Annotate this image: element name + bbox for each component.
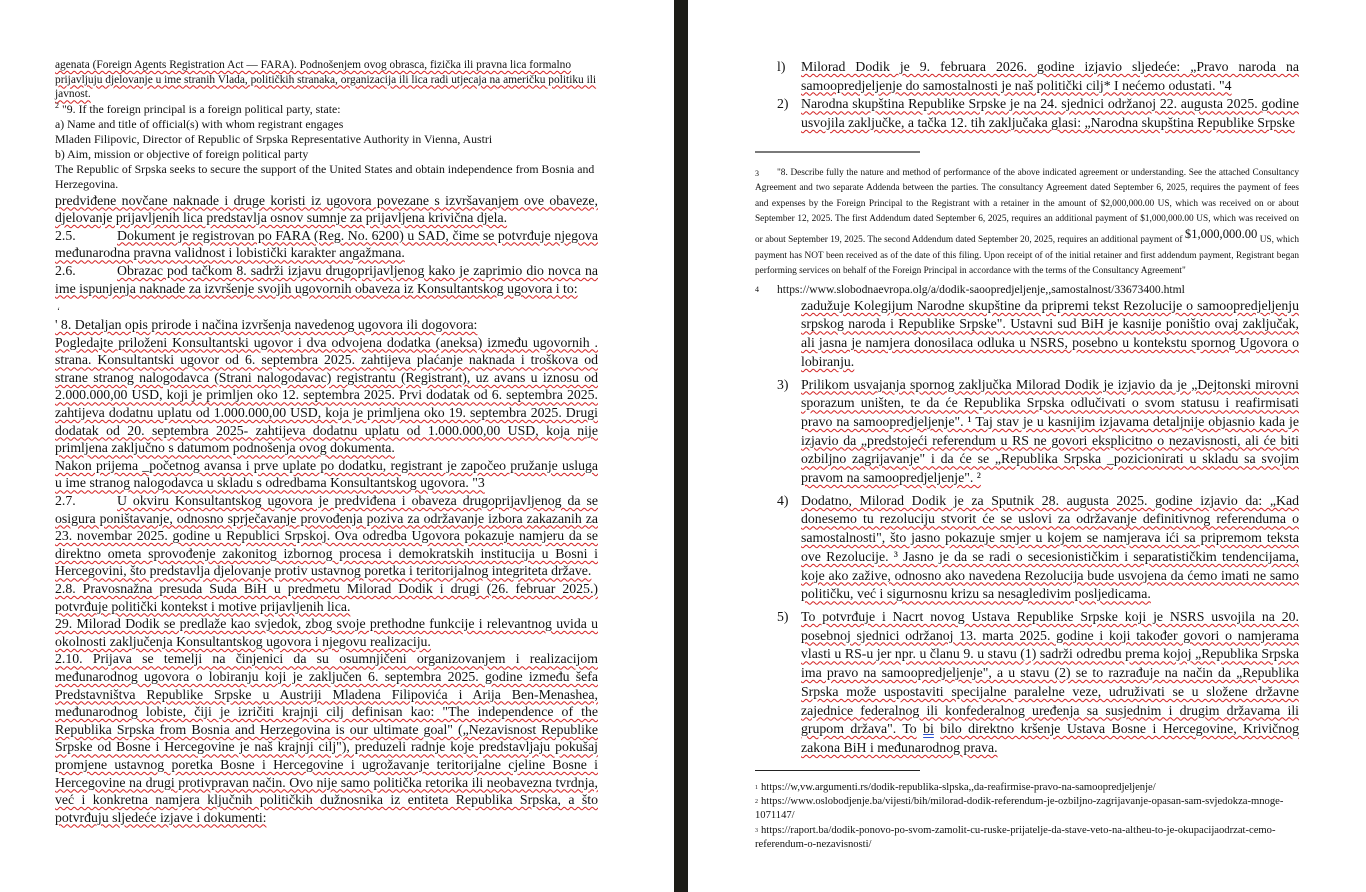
footnote-2-line: b) Aim, mission or objective of foreign political party bbox=[55, 146, 309, 161]
list-number: 3) bbox=[777, 376, 789, 392]
footnote bbox=[755, 824, 1299, 853]
grammar-flag-word: bi bbox=[923, 721, 934, 737]
quote-mark: ‘ bbox=[57, 306, 60, 317]
paragraph-2-10: 2.10. Prijava se temelji na činjenici da su osumnjičeni organizovanjem i realizacijom međunarodnog ugovora o lobiranju koji je zaključen 6. septembra 2025. godine između šefa Predstavništva Republike Srpske u Austriji Mladena Filipovića i Arija Ben-Menashea, međunarodnog lobiste, čiji je izričiti krajnji cilj definisan kao: "The independence of the Republika Srpska from Bosnia and Herzegovina is our ultimate goal" („Nezavisnost Republike Srpske od Bosne i Hercegovine je naš krajnji cilj"), preduzeli radnje koje predstavljaju pokušaj promjene ustavnog poretka Bosne i Hercegovine i ugrožavanje teritorijalne cjeline Bosne i Hercegovine na drugi protivpravan način. Ovo nije samo politička retorika ili neobavezna tvrdnja, već i konkretna namjera ključnih političkih dužnosnika iz entiteta Republika Srpska, a što potvrđuju sljedeće izjave i dokumenti: bbox=[55, 651, 598, 825]
list-item bbox=[755, 58, 1299, 95]
paragraph-2-7 bbox=[55, 492, 598, 580]
footnote-url[interactable]: https://raport.ba/dodik-ponovo-po-svom-zamolit-cu-ruske-prijatelje-da-stave-veto-na-altheu-to-je-okupacijaodrzat-cemo-referendum-o-nezavisnosti/ bbox=[755, 824, 1276, 851]
footnote-marker: 3 bbox=[755, 168, 759, 178]
footnote-url[interactable]: https://w,vw.argumenti.rs/dodik-republika-slpska,,da-reafirmise-pravo-na-samoopredjeljenje/ bbox=[761, 781, 1156, 793]
list-number: l) bbox=[777, 59, 786, 74]
footnote-2-line: The Republic of Srpska seeks to secure the support of the United States and obtain independence from Bosnia and Herzegovina. bbox=[55, 161, 595, 191]
list-text: Milorad Dodik je 9. februara 2026. godine izjavio sljedeće: „Pravo naroda na samoopredjeljenje do samostalnosti je naš politički cilj* I nećemo odustati. "4 bbox=[801, 59, 1299, 93]
list-item bbox=[755, 608, 1299, 758]
footnote-2-line: "9. If the foreign principal is a foreign political party, state: bbox=[61, 102, 341, 117]
statement-list-top bbox=[755, 58, 1299, 133]
footnotes-bottom bbox=[755, 781, 1299, 853]
footnote bbox=[755, 781, 1299, 795]
list-number: 4) bbox=[777, 492, 789, 508]
footnote-1-continuation: agenata (Foreign Agents Registration Act — FARA). Podnošenjem ovog obrasca, fizička ili pravna lica formalno prijavljuju djelovanje u ime stranih Vlada, političkih stranaka, organizacija ili lica radi utjecaja na američku politiku ili javnost. bbox=[55, 59, 597, 101]
footnote-2-marker: 2 bbox=[55, 101, 59, 111]
footnote-3-amount: $1,000,000.00 bbox=[1184, 227, 1258, 242]
paragraph-number: 2.7. bbox=[55, 493, 76, 509]
list-item bbox=[755, 376, 1299, 488]
list-number: 5) bbox=[777, 609, 789, 624]
footnote bbox=[755, 795, 1299, 824]
paragraph-text: Obrazac pod tačkom 8. sadrži izjavu drugoprijavljenog kako je zaprimio dio novca na ime ispunjenja naknade za izvršenje svojih ugovornih obaveza iz Konsultantskog ugovora i to: bbox=[55, 262, 598, 296]
footnote-url[interactable]: https://www.oslobodjenje.ba/vijesti/bih/milorad-dodik-referendum-je-ozbiljno-zagrijavanje-opasan-sam-svjedokza-mnoge-1071147/ bbox=[755, 796, 1284, 822]
footnote-marker: 1 bbox=[755, 784, 758, 791]
statement-list-bottom bbox=[755, 376, 1299, 758]
paragraph-2-9: 29. Milorad Dodik se predlaže kao svjedok, zbog svoje prethodne funkcije i relevantnog uvida u okolnosti zaključenja Konsultantskog ugovora i njegovu realizaciju. bbox=[55, 616, 598, 649]
right-page bbox=[688, 0, 1366, 892]
paragraph-2-5 bbox=[55, 227, 598, 262]
left-page bbox=[0, 0, 674, 892]
list-text: Narodna skupština Republike Srpske je na 24. sjednici održanoj 22. augusta 2025. godine usvojila zaključke, a tačka 12. tih zaključaka glasi: „Narodna skupština Republike Srpske bbox=[801, 96, 1299, 131]
list-text: bilo direktno kršenje Ustava Bosne i Hercegovine, Krivičnog zakona BiH i međunarodnog prava. bbox=[801, 721, 1300, 755]
left-page-content bbox=[55, 58, 598, 826]
page-divider bbox=[674, 0, 688, 892]
footnote-marker: 2 bbox=[755, 799, 758, 806]
footnote-2-line: a) Name and title of official(s) with whom registrant engages bbox=[55, 117, 344, 132]
footnote-3-text-b: US, which payment has NOT been received as of the date of this filing. Upon receipt of of the initial retainer and first addendum payment, Registrant began performing services on behalf of the Foreign Principal in accordance with the terms of the Consultancy Agreement" bbox=[755, 235, 1299, 277]
paragraph-continuation: predviđene novčane naknade i druge koristi iz ugovora povezane s izvršavanjem ove obaveze, djelovanje prijavljenih lica predstavlja osnov sumnje za prijavljena krivična djela. bbox=[55, 192, 598, 226]
list-text: To potvrđuje i Nacrt novog Ustava Republike Srpske koji je NSRS usvojila na 20. posebnoj sjednici održanoj 13. marta 2025. godine i koji također govori o namjerama vlasti u RS-u jer npr. u članu 9. u stavu (1) sadrži odredbu prema kojoj „Republika Srpska ima pravo na samoopredjeljenje", a u stavu (2) se to razrađuje na način da „Republika Srpska može uspostaviti specijalne paralelne veze, udruživati se u složene državne zajednice federalnog ili konfederalnog uređenja sa susjednim i drugim državama ili grupom država". To bbox=[801, 609, 1299, 737]
right-page-content bbox=[755, 58, 1299, 853]
list-item bbox=[755, 492, 1299, 604]
paragraph-2-8: 2.8. Pravosnažna presuda Suda BiH u predmetu Milorad Dodik i drugi (26. februar 2025.) potvrđuje politički kontekst i motive prijavljenih lica. bbox=[55, 581, 598, 614]
footnote-4-url[interactable]: https://www.slobodnaevropa.olg/a/dodik-saoopredjeljenje,,samostalnost/33673400.html bbox=[777, 282, 1185, 296]
paragraph-text: U okviru Konsultantskog ugovora je predviđena i obaveza drugoprijavljenog da se osigura poništavanje, odnosno sprječavanje provođenja poziva za održavanje izbora zakazanih za 23. novembar 2025. godine u Republici Srpskoj. Ova odredba Ugovora pokazuje namjeru da se direktno ometa sprovođenje zakonitog izbornog procesa i demokratskih institucija u Bosni i Hercegovini, što predstavlja djelovanje protiv ustavnog poretka i teritorijalnog integriteta države. bbox=[55, 493, 598, 579]
footnote-marker: 4 bbox=[755, 284, 759, 294]
list-text: Prilikom usvajanja spornog zaključka Milorad Dodik je izjavio da je „Dejtonski mirovni sporazum uništen, te da će Republika Srpska odlučivati o svom statusu i reafirmisati pravo na samoopredjeljenje". ¹ Taj stav je u kasnijim izjavama detaljnije objasnio kada je izjavio da „predstojeći referendum u RS ne govori eksplicitno o nezavisnosti, ali će biti ozbiljno zagrijavanje" i da će se „Republika Srpska _pozicionirati u skladu sa svojim pravom na samoopredjeljenje". ² bbox=[801, 376, 1299, 486]
quote-after: Nakon prijema _početnog avansa i prve uplate po dodatku, registrant je započeo pružanje usluga u ime stranog nalogodavca u skladu s odredbama Konsultantskog ugovora. "3 bbox=[55, 457, 598, 491]
paragraph-number: 2.6. bbox=[55, 262, 76, 278]
footnote-4 bbox=[755, 282, 1299, 297]
footnote-3 bbox=[755, 166, 1299, 280]
footnote-2-line: Mladen Filipovic, Director of Republic of Srpska Representative Authority in Vienna, Austri bbox=[55, 131, 493, 146]
footnote-marker: 3 bbox=[755, 827, 758, 834]
footnote-separator bbox=[755, 770, 920, 771]
list-item-2-continuation: zadužuje Kolegijum Narodne skupštine da pripremi tekst Rezolucije o samoopredjeljenju srpskog naroda i Republike Srpske". Ustavni sud BiH je kasnije poništio ovaj zaključak, ali jasna je namjera donosilaca odluka u NSRS, posebno u kontekstu spornog Ugovora o lobiranju. bbox=[801, 297, 1299, 369]
footnote-separator bbox=[755, 151, 920, 153]
paragraph-number: 2.5. bbox=[55, 227, 76, 243]
list-text: Dodatno, Milorad Dodik je za Sputnik 28. augusta 2025. godine izjavio da: „Kad donesemo tu rezoluciju stvorit će se uslovi za održavanje definitivnog referenduma o samostalnosti", što jasno pokazuje smjer u kojem se namjerava ići sa pripremom teksta ove Rezolucije. ³ Jasno je da se radi o secesionističkim i separatističkim tendencijama, koje ako zažive, odnosno ako navedena Rezolucija bude usvojena da ćemo imati ne samo političku, već i sigurnosnu krizu sa nesagledivim posljedicama. bbox=[801, 492, 1299, 602]
quote-body: Pogledajte priloženi Konsultantski ugovor i dva odvojena dodatka (aneksa) između ugovornih . strana. Konsultantski ugovor od 6. septembra 2025. zahtijeva plaćanje naknada i troškova od strane stranog nalogodavca (Strani nalogodavac) registrantu (Registrant), uz avans u iznosu od 2.000.000,00 USD, koji je primljen oko 12. septembra 2025. Prvi dodatak od 6. septembra 2025. zahtijeva dodatnu uplatu od 1.000.000,00 USD, koja je primljena oko 19. septembra 2025. Drugi dodatak od 20. septembra 2025- zahtijeva dodatnu uplatu od 1.000.000,00 USD, koja nije primljena zaključno s datumom podnošenja ovog dokumenta. bbox=[55, 334, 598, 456]
footnote-3-text-a: "8. Describe fully the nature and method of performance of the above indicated agreement or understanding. See the attached Consultancy Agreement and two separate Addenda between the parties. The consultancy Agreement dated September 6, 2025, requires the payment of fees and expenses by the Foreign Principal to the Registrant with a retainer in the amount of $2,000,000.00 US, which was received on or about September 12, 2025. The first Addendum dated September 6, 2025, requires an additional payment of $1,000,000.00 US, which was received on or about September 19, 2025. The second Addendum dated September 20, 2025, requires an additional payment of bbox=[755, 167, 1299, 246]
list-item bbox=[755, 95, 1299, 132]
paragraph-2-6 bbox=[55, 262, 598, 297]
quote-heading: ' 8. Detaljan opis prirode i načina izvršenja navedenog ugovora ili dogovora: bbox=[55, 317, 478, 333]
list-number: 2) bbox=[777, 96, 789, 112]
paragraph-text: Dokument je registrovan po FARA (Reg. No. 6200) u SAD, čime se potvrđuje njegova međunarodna pravna validnost i lobistički karakter angažmana. bbox=[55, 227, 598, 261]
footnote-2 bbox=[55, 102, 598, 191]
